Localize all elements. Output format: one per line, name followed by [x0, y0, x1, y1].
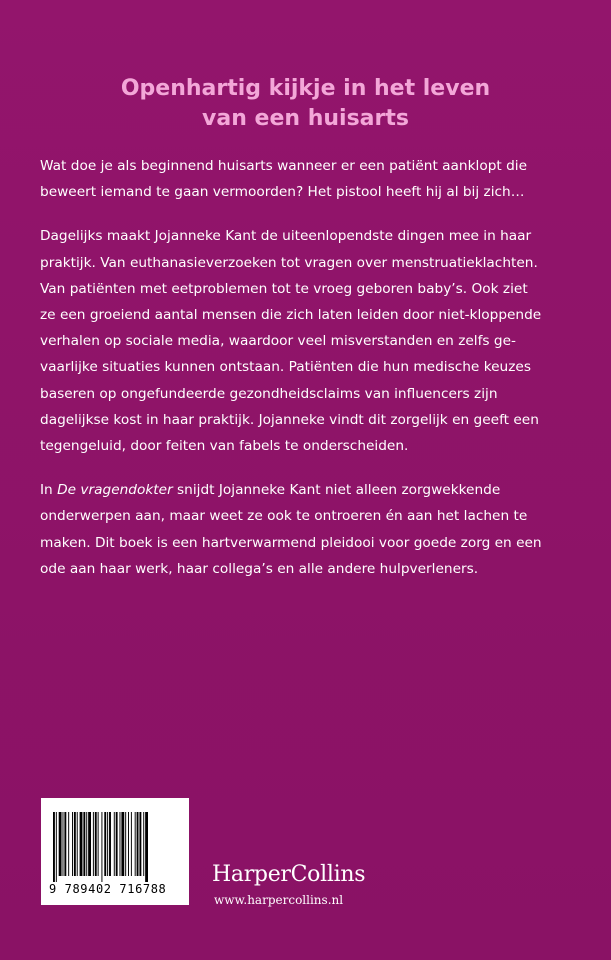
barcode-bar	[53, 812, 55, 882]
text-line: baseren op ongefundeerde gezondheidsclaims van influencers zijn	[40, 385, 498, 402]
text-line: ode aan haar werk, haar collega’s en alle andere hulpverleners.	[40, 560, 479, 577]
barcode-bar	[74, 812, 76, 876]
barcode-bar	[109, 812, 111, 876]
publisher-logo: HarperCollins	[212, 862, 366, 887]
blurb-paragraph-3	[40, 477, 571, 582]
text-line: Dagelijks maakt Jojanneke Kant de uiteenlopendste dingen mee in haar	[40, 228, 532, 245]
text-line: ze een groeiend aantal mensen die zich laten leiden door niet-kloppende	[40, 307, 542, 324]
blurb	[40, 153, 571, 600]
barcode-bar	[137, 812, 139, 876]
barcode-bar	[64, 812, 66, 876]
headline	[40, 74, 571, 134]
barcode-bar	[104, 812, 106, 876]
barcode-bar	[135, 812, 136, 876]
blurb-paragraph-1	[40, 153, 571, 205]
text-line: onderwerpen aan, maar weet ze ook te ontroeren én aan het lachen te	[40, 508, 528, 525]
barcode-bar	[131, 812, 132, 876]
barcode-bar	[68, 812, 69, 876]
barcode-bar	[145, 812, 148, 882]
text-fragment: In	[40, 482, 58, 499]
text-line	[40, 477, 571, 503]
barcode-bar	[120, 812, 121, 876]
barcode-bar	[80, 812, 83, 876]
barcode-bar	[83, 812, 85, 876]
barcode-bar	[72, 812, 73, 876]
barcode-bars-icon	[53, 812, 177, 882]
publisher-website: www.harpercollins.nl	[214, 893, 344, 907]
barcode-bar	[121, 812, 124, 876]
barcode-bar	[101, 812, 102, 882]
barcode-bar	[77, 812, 78, 876]
barcode-bar	[95, 812, 97, 876]
text-line: tegengeluid, door feiten van fabels te onderscheiden.	[40, 438, 409, 455]
barcode-bar	[98, 812, 99, 876]
barcode-bar	[116, 812, 118, 876]
text-line: beweert iemand te gaan vermoorden? Het pistool heeft hij al bij zich…	[40, 184, 525, 201]
text-fragment: snijdt Jojanneke Kant niet alleen zorgwekkende	[172, 482, 501, 499]
barcode-bar	[139, 812, 141, 876]
blurb-paragraph-2	[40, 223, 571, 459]
book-title: De vragendokter	[57, 482, 173, 499]
isbn-digits: 9 789402 716788	[49, 882, 167, 896]
barcode-bar	[88, 812, 91, 876]
barcode-bar	[114, 812, 115, 876]
barcode-bar	[86, 812, 87, 876]
barcode-bar	[93, 812, 94, 876]
text-line: Van patiënten met eetproblemen tot te vroeg geboren baby’s. Ook ziet	[40, 280, 528, 297]
text-line: vaarlijke situaties kunnen ontstaan. Patiënten die hun medische keuzes	[40, 359, 531, 376]
isbn-barcode	[41, 798, 189, 905]
text-line: dagelijkse kost in haar praktijk. Jojanneke vindt dit zorgelijk en geeft een	[40, 411, 539, 428]
barcode-bar	[59, 812, 62, 876]
text-line: verhalen op sociale media, waardoor veel misverstanden en zelfs ge-	[40, 333, 516, 350]
barcode-bar	[128, 812, 129, 876]
text-line: Wat doe je als beginnend huisarts wanneer er een patiënt aanklopt die	[40, 158, 528, 174]
barcode-bar	[107, 812, 108, 876]
headline-line-2: van een huisarts	[202, 106, 409, 131]
barcode-bar	[63, 812, 64, 876]
barcode-bar	[125, 812, 126, 876]
headline-line-1: Openhartig kijkje in het leven	[120, 76, 491, 101]
text-line: praktijk. Van euthanasieverzoeken tot vragen over menstruatieklachten.	[40, 254, 538, 271]
barcode-bar	[56, 812, 57, 882]
barcode-bar	[143, 812, 144, 876]
text-line: maken. Dit boek is een hartverwarmend pleidooi voor goede zorg en een	[40, 534, 542, 551]
